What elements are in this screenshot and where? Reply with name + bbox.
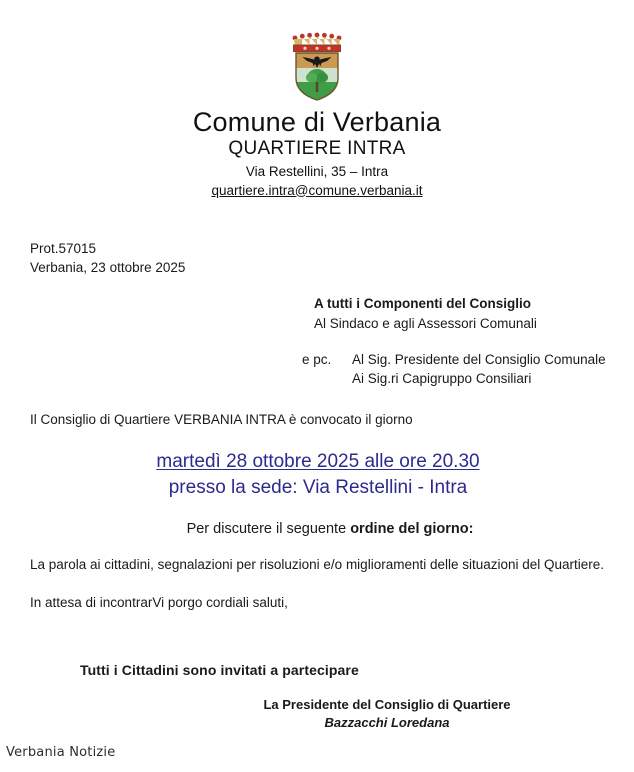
org-email-link[interactable]: quartiere.intra@comune.verbania.it <box>211 182 423 198</box>
org-name: Comune di Verbania <box>192 107 442 137</box>
addressee-primary: A tutti i Componenti del Consiglio <box>314 296 531 312</box>
addressee-cc-1: Al Sig. Presidente del Consiglio Comunale <box>352 352 606 367</box>
signature-name: Bazzacchi Loredana <box>324 714 450 730</box>
convocation-intro: Il Consiglio di Quartiere VERBANIA INTRA è convocato il giorno <box>30 411 413 427</box>
meeting-venue: presso la sede: Via Restellini - Intra <box>168 477 468 499</box>
agenda-intro-bold: ordine del giorno: <box>350 520 474 537</box>
addressee-cc-2: Ai Sig.ri Capigruppo Consiliari <box>352 371 532 387</box>
org-subtitle: QUARTIERE INTRA <box>228 138 406 160</box>
letterhead <box>0 0 634 199</box>
protocol-number: Prot.57015 <box>30 241 97 257</box>
letter-body <box>30 239 606 731</box>
protocol-place-date: Verbania, 23 ottobre 2025 <box>30 260 186 276</box>
agenda-item: La parola ai cittadini, segnalazioni per risoluzioni e/o miglioramenti delle situazioni del Quartiere. <box>30 556 605 572</box>
agenda-intro <box>30 521 606 537</box>
signature-role: La Presidente del Consiglio di Quartiere <box>263 697 511 713</box>
convocation-highlight <box>30 450 606 500</box>
citizens-invite: Tutti i Cittadini sono invitati a partecipare <box>80 662 359 679</box>
signature-block <box>30 696 606 731</box>
addressee-block <box>30 294 606 388</box>
source-credit: Verbania Notizie <box>6 745 116 760</box>
meeting-date-time: martedì 28 ottobre 2025 alle ore 20.30 <box>156 451 480 473</box>
addressee-secondary: Al Sindaco e agli Assessori Comunali <box>314 315 537 331</box>
verbania-coat-of-arms-icon <box>286 30 348 102</box>
addressee-cc-group <box>302 350 606 389</box>
protocol-block <box>30 239 606 277</box>
cc-label: e pc. <box>302 352 332 367</box>
org-address: Via Restellini, 35 – Intra <box>245 164 389 179</box>
agenda-intro-plain: Per discutere il seguente <box>186 520 351 537</box>
closing-regards: In attesa di incontrarVi porgo cordiali saluti, <box>30 594 288 610</box>
